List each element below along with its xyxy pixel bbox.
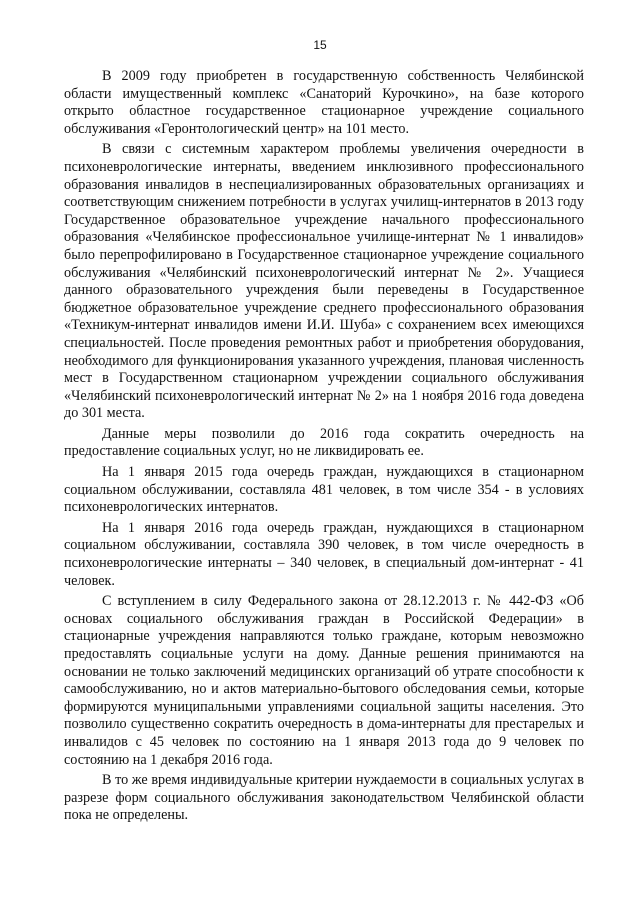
paragraph-measures-result: Данные меры позволили до 2016 года сократить очередность на предоставление социальных услуг, но не ликвидировать ее. [64,425,584,460]
paragraph-criteria: В то же время индивидуальные критерии нуждаемости в социальных услугах в разрезе форм социального обслуживания законодательством Челябинской области пока не определены. [64,772,584,824]
paragraph-queue-2016: На 1 января 2016 года очередь граждан, нуждающихся в стационарном социальном обслуживании, составляла 390 человек, в том числе очередность в психоневрологические интернаты – 340 человек, в специальный дом-интернат - 41 человек. [64,519,584,589]
paragraph-federal-law: С вступлением в силу Федерального закона от 28.12.2013 г. № 442-ФЗ «Об основах социального обслуживания граждан в Российской Федерации» в стационарные учреждения направляются только граждане, которым невозможно предоставлять социальные услуги на дому. Данные решения принимаются на основании не только заключений медицинских организаций об утрате способности к самообслуживанию, но и актов материально-бытового обследования семьи, которые формируются муниципальными управлениями социальной защиты населения. Это позволило существенно сократить очередность в дома-интернаты для престарелых и инвалидов с 45 человек по состоянию на 1 января 2013 года до 9 человек по состоянию на 1 декабря 2016 года. [64,593,584,768]
document-body [64,68,584,828]
page-number: 15 [313,38,327,52]
paragraph-queue-2015: На 1 января 2015 года очередь граждан, нуждающихся в стационарном социальном обслуживании, составляла 481 человек, в том числе 354 - в условиях психоневрологических интернатов. [64,464,584,516]
paragraph-reprofiling: В связи с системным характером проблемы увеличения очередности в психоневрологические интернаты, введением инклюзивного профессионального образования инвалидов в неспециализированных образовательных организациях и соответствующим снижением потребности в услугах училищ-интернатов в 2013 году Государственное образовательное учреждение начального профессионального образования «Челябинское профессиональное училище-интернат № 1 инвалидов» было перепрофилировано в Государственное стационарное учреждение социального обслуживания «Челябинский психоневрологический интернат № 2». Учащиеся данного образовательного учреждения были переведены в Государственное бюджетное образовательное учреждение среднего профессионального образования «Техникум-интернат инвалидов имени И.И. Шуба» с сохранением всех имеющихся специальностей. После проведения ремонтных работ и приобретения оборудования, необходимого для функционирования указанного учреждения, плановая численность мест в Государственном стационарном учреждении социального обслуживания «Челябинский психоневрологический интернат № 2» на 1 ноября 2016 года доведена до 301 места. [64,141,584,422]
paragraph-complex-kurochkino: В 2009 году приобретен в государственную собственность Челябинской области имущественный комплекс «Санаторий Курочкино», на базе которого открыто областное государственное стационарное учреждение социального обслуживания «Геронтологический центр» на 101 место. [64,68,584,137]
